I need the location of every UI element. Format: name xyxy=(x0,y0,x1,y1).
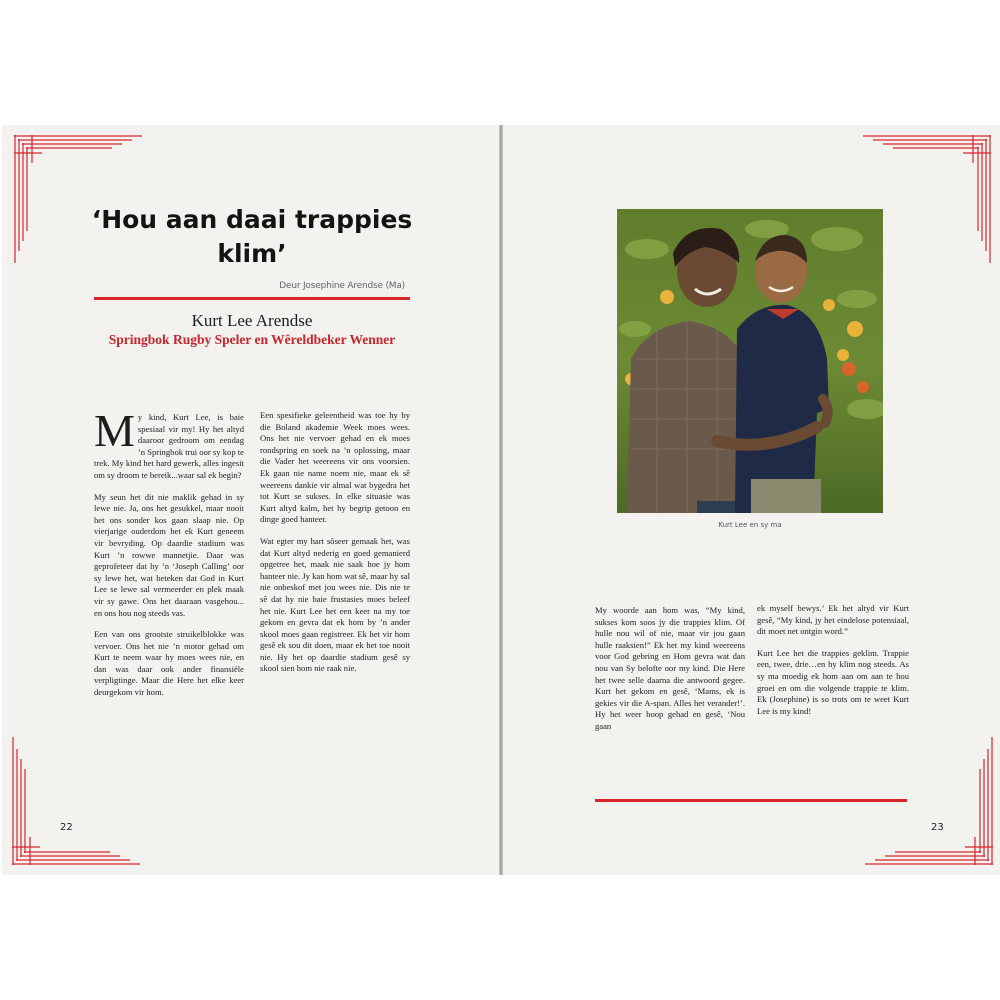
paragraph: My seun het dit nie maklik gehad in sy lewe nie. Ja, ons het gesukkel, maar nooit het ons sonder kos gaan slaap nie. Op vierjarige ouderdom het ek Kurt geneem vir bevryding. Op daardie stadium was Kurt ’n rowwe mannetjie. Daar was geprofeteer dat hy ’n ‘Joseph Calling’ oor sy lewe het, wat beteken dat God in Kurt Lee se lewe sal vermeerder en plek maak vir sy gawe. Ons het daaraan vasgehou... en ons hou nog steeds vas. xyxy=(94,491,244,618)
article-column-4 xyxy=(757,603,909,727)
photo-kurt-and-mother xyxy=(617,209,883,513)
page-number: 22 xyxy=(60,822,73,833)
left-page xyxy=(2,125,499,875)
paragraph: Een van ons grootste struikelblokke was vervoer. Ons het nie ’n motor gehad om Kurt te neem waar hy moes wees nie, en dan was daar ook ander finansiële verpligtinge. Maar die Here het elke keer deurgekom vir hom. xyxy=(94,629,244,698)
paragraph: ek myself bewys.’ Ek het altyd vir Kurt gesê, “My kind, jy het eindelose potensiaal, dit moet net ontgin word.” xyxy=(757,603,909,637)
page-number: 23 xyxy=(931,822,944,833)
paragraph: Een spesifieke geleentheid was toe hy by die Boland akademie Week moes wees. Ons het nie vervoer gehad en ek moes rondspring en soek na ’n oplossing, maar die Vader het weereens vir ons voorsien. Ek gaan nie name noem nie, maar ek sê weereens dankie vir almal wat bygedra het tot Kurt se sukses. In elke situasie was Kurt altyd kalm, het hy begrip getoon en dinge goed hanteer. xyxy=(260,410,410,525)
closing-divider xyxy=(595,799,907,802)
paragraph: Wat egter my hart sôseer gemaak het, was dat Kurt altyd nederig en goed gemanierd opgetree het, maak nie saak hoe jy hom hanteer nie. Jy kan hom wat sê, maar hy sal nie onbeskof met jou wees nie. Dis nie te sê dat hy nie baie frustasies moes beleef het nie. Kurt Lee het een keer na my toe gekom en gevra dat ek hom by ’n ander skool moes gaan registreer. Ek het vir hom gesê ek sou dit doen, maar ek het toe nooit nie. Hy het op daardie stadium gesê sy skool sien hom nie raak nie. xyxy=(260,535,410,674)
drop-cap: M xyxy=(94,405,135,456)
photo-caption: Kurt Lee en sy ma xyxy=(718,521,782,529)
title-divider xyxy=(94,297,410,300)
paragraph xyxy=(94,405,244,482)
paragraph: Kurt Lee het die trappies geklim. Trappie een, twee, drie…en hy klim nog steeds. As sy ma moedig ek hom aan om aan te hou groei en om die volgende trappie te klim. Ek (Josephine) is so trots om te weet Kurt Lee is my kind! xyxy=(757,647,909,716)
corner-frame-bottom-left xyxy=(10,727,150,867)
right-page xyxy=(503,125,1000,875)
magazine-spread xyxy=(0,125,1000,875)
paragraph-text: y kind, Kurt Lee, is baie spesiaal vir my! Hy het altyd daaroor gedroom om eendag ’n Springbok trui oor sy kop te trek. My kind het hard gewerk, alles ingesit om sy droom te bereik...waar sal ek begin? xyxy=(94,412,244,480)
article-column-1 xyxy=(94,405,244,709)
subject-role: Springbok Rugby Speler en Wêreldbeker Wenner xyxy=(108,332,396,347)
corner-frame-bottom-right xyxy=(855,727,995,867)
article-byline: Deur Josephine Arendse (Ma) xyxy=(279,281,405,291)
article-column-2 xyxy=(260,410,410,685)
article-column-3 xyxy=(595,605,745,743)
subject-name: Kurt Lee Arendse xyxy=(191,311,313,330)
article-title: ‘Hou aan daai trappies klim’ xyxy=(91,205,413,268)
paragraph: My woorde aan hom was, “My kind, sukses kom soos jy die trappies klim. Of hulle nou wil of nie, maar vir jou gaan hulle raaksien!” Ek het my kind weereens voor God gebring en Hom gevra wat dan nou van Sy belofte oor my kind. Die Here het twee selle daarna die antwoord gegee. Kurt het gekom en gesê, ‘Mams, ek is gekies vir die A-span. Alles het verander!’. Hy het weer hoop gehad en gesê, ‘Nou gaan xyxy=(595,605,745,731)
